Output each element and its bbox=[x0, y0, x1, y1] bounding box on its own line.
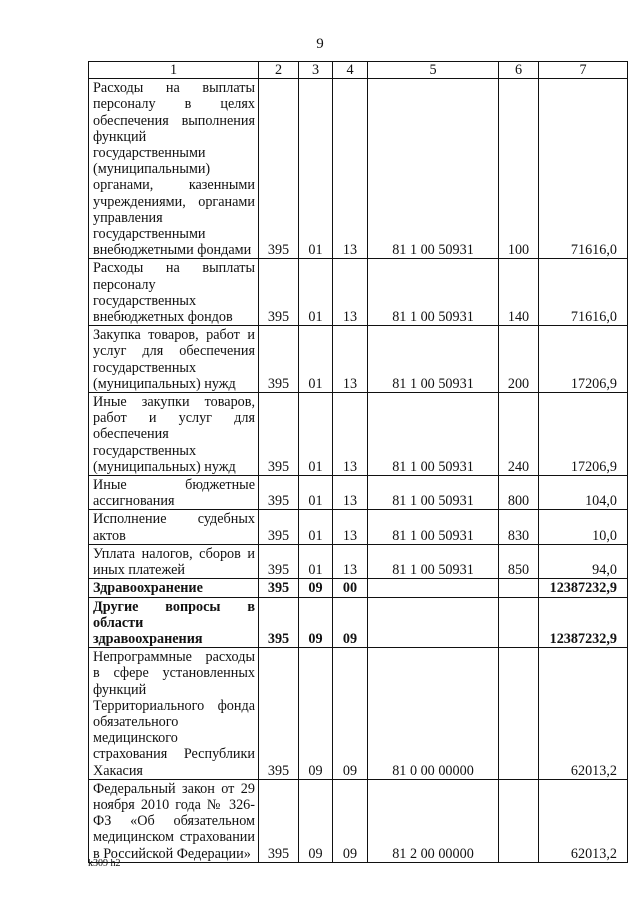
amount-cell: 71616,0 bbox=[539, 79, 628, 259]
section-code-cell: 01 bbox=[299, 544, 333, 578]
subsection-code-cell: 13 bbox=[333, 476, 368, 510]
expense-type-cell: 100 bbox=[499, 79, 539, 259]
expense-type-cell: 850 bbox=[499, 544, 539, 578]
expense-type-cell: 200 bbox=[499, 326, 539, 393]
subsection-code-cell: 13 bbox=[333, 544, 368, 578]
table-row bbox=[89, 544, 628, 578]
table-row bbox=[89, 779, 628, 862]
row-name-cell: Уплата налогов, сборов и иных платежей bbox=[89, 544, 259, 578]
subsection-code-cell: 09 bbox=[333, 597, 368, 648]
amount-cell: 17206,9 bbox=[539, 326, 628, 393]
expense-type-cell bbox=[499, 597, 539, 648]
subsection-code-cell: 09 bbox=[333, 648, 368, 780]
section-code-cell: 01 bbox=[299, 259, 333, 326]
amount-cell: 62013,2 bbox=[539, 648, 628, 780]
gr-code-cell: 395 bbox=[259, 579, 299, 597]
target-article-cell: 81 1 00 50931 bbox=[368, 393, 499, 476]
expense-type-cell bbox=[499, 779, 539, 862]
amount-cell: 10,0 bbox=[539, 510, 628, 544]
amount-cell: 12387232,9 bbox=[539, 579, 628, 597]
expense-type-cell: 140 bbox=[499, 259, 539, 326]
gr-code-cell: 395 bbox=[259, 476, 299, 510]
target-article-cell: 81 1 00 50931 bbox=[368, 326, 499, 393]
column-header: 5 bbox=[368, 62, 499, 79]
subsection-code-cell: 13 bbox=[333, 259, 368, 326]
row-name-cell: Исполнение судебных актов bbox=[89, 510, 259, 544]
subsection-code-cell: 13 bbox=[333, 79, 368, 259]
budget-table bbox=[88, 61, 628, 863]
table-row bbox=[89, 476, 628, 510]
amount-cell: 12387232,9 bbox=[539, 597, 628, 648]
section-code-cell: 09 bbox=[299, 597, 333, 648]
row-name-cell: Здравоохранение bbox=[89, 579, 259, 597]
gr-code-cell: 395 bbox=[259, 779, 299, 862]
gr-code-cell: 395 bbox=[259, 259, 299, 326]
target-article-cell bbox=[368, 579, 499, 597]
row-name-cell: Иные бюджетные ассигнования bbox=[89, 476, 259, 510]
section-code-cell: 01 bbox=[299, 79, 333, 259]
target-article-cell: 81 1 00 50931 bbox=[368, 79, 499, 259]
amount-cell: 94,0 bbox=[539, 544, 628, 578]
target-article-cell: 81 0 00 00000 bbox=[368, 648, 499, 780]
row-name-cell: Другие вопросы в области здравоохранения bbox=[89, 597, 259, 648]
section-code-cell: 01 bbox=[299, 393, 333, 476]
amount-cell: 104,0 bbox=[539, 476, 628, 510]
target-article-cell: 81 1 00 50931 bbox=[368, 476, 499, 510]
subsection-code-cell: 09 bbox=[333, 779, 368, 862]
row-name-cell: Иные закупки товаров, работ и услуг для обеспечения государственных (муниципальных) нужд bbox=[89, 393, 259, 476]
table-row bbox=[89, 326, 628, 393]
table-row bbox=[89, 648, 628, 780]
column-header: 4 bbox=[333, 62, 368, 79]
column-header: 3 bbox=[299, 62, 333, 79]
row-name-cell: Непрограммные расходы в сфере установленных функций Территориального фонда обязательного медицинского страхования Республики Хакасия bbox=[89, 648, 259, 780]
section-code-cell: 09 bbox=[299, 648, 333, 780]
expense-type-cell: 830 bbox=[499, 510, 539, 544]
gr-code-cell: 395 bbox=[259, 597, 299, 648]
footer-code: k309 h2 bbox=[88, 858, 121, 869]
subsection-code-cell: 13 bbox=[333, 393, 368, 476]
gr-code-cell: 395 bbox=[259, 79, 299, 259]
table-row bbox=[89, 510, 628, 544]
gr-code-cell: 395 bbox=[259, 544, 299, 578]
gr-code-cell: 395 bbox=[259, 510, 299, 544]
amount-cell: 62013,2 bbox=[539, 779, 628, 862]
target-article-cell: 81 1 00 50931 bbox=[368, 544, 499, 578]
table-row bbox=[89, 393, 628, 476]
section-code-cell: 01 bbox=[299, 510, 333, 544]
row-name-cell: Расходы на выплаты персоналу в целях обеспечения выполнения функций государственными (муниципальными) органами, казенными учреждениями, органами управления государственными внебюджетными фондами bbox=[89, 79, 259, 259]
row-name-cell: Федеральный закон от 29 ноября 2010 года № 326-ФЗ «Об обязательном медицинском страховании в Российской Федерации» bbox=[89, 779, 259, 862]
expense-type-cell bbox=[499, 648, 539, 780]
subsection-code-cell: 00 bbox=[333, 579, 368, 597]
gr-code-cell: 395 bbox=[259, 648, 299, 780]
column-header: 6 bbox=[499, 62, 539, 79]
table-row bbox=[89, 597, 628, 648]
table-header-row bbox=[89, 62, 628, 79]
expense-type-cell: 240 bbox=[499, 393, 539, 476]
expense-type-cell bbox=[499, 579, 539, 597]
target-article-cell: 81 1 00 50931 bbox=[368, 510, 499, 544]
target-article-cell bbox=[368, 597, 499, 648]
column-header: 7 bbox=[539, 62, 628, 79]
section-code-cell: 09 bbox=[299, 579, 333, 597]
section-code-cell: 01 bbox=[299, 326, 333, 393]
gr-code-cell: 395 bbox=[259, 393, 299, 476]
column-header: 1 bbox=[89, 62, 259, 79]
table-row bbox=[89, 579, 628, 597]
target-article-cell: 81 1 00 50931 bbox=[368, 259, 499, 326]
table-row bbox=[89, 79, 628, 259]
amount-cell: 17206,9 bbox=[539, 393, 628, 476]
target-article-cell: 81 2 00 00000 bbox=[368, 779, 499, 862]
column-header: 2 bbox=[259, 62, 299, 79]
section-code-cell: 09 bbox=[299, 779, 333, 862]
amount-cell: 71616,0 bbox=[539, 259, 628, 326]
subsection-code-cell: 13 bbox=[333, 510, 368, 544]
subsection-code-cell: 13 bbox=[333, 326, 368, 393]
section-code-cell: 01 bbox=[299, 476, 333, 510]
gr-code-cell: 395 bbox=[259, 326, 299, 393]
row-name-cell: Расходы на выплаты персоналу государственных внебюджетных фондов bbox=[89, 259, 259, 326]
table-row bbox=[89, 259, 628, 326]
expense-type-cell: 800 bbox=[499, 476, 539, 510]
page-number: 9 bbox=[316, 36, 324, 52]
row-name-cell: Закупка товаров, работ и услуг для обеспечения государственных (муниципальных) нужд bbox=[89, 326, 259, 393]
